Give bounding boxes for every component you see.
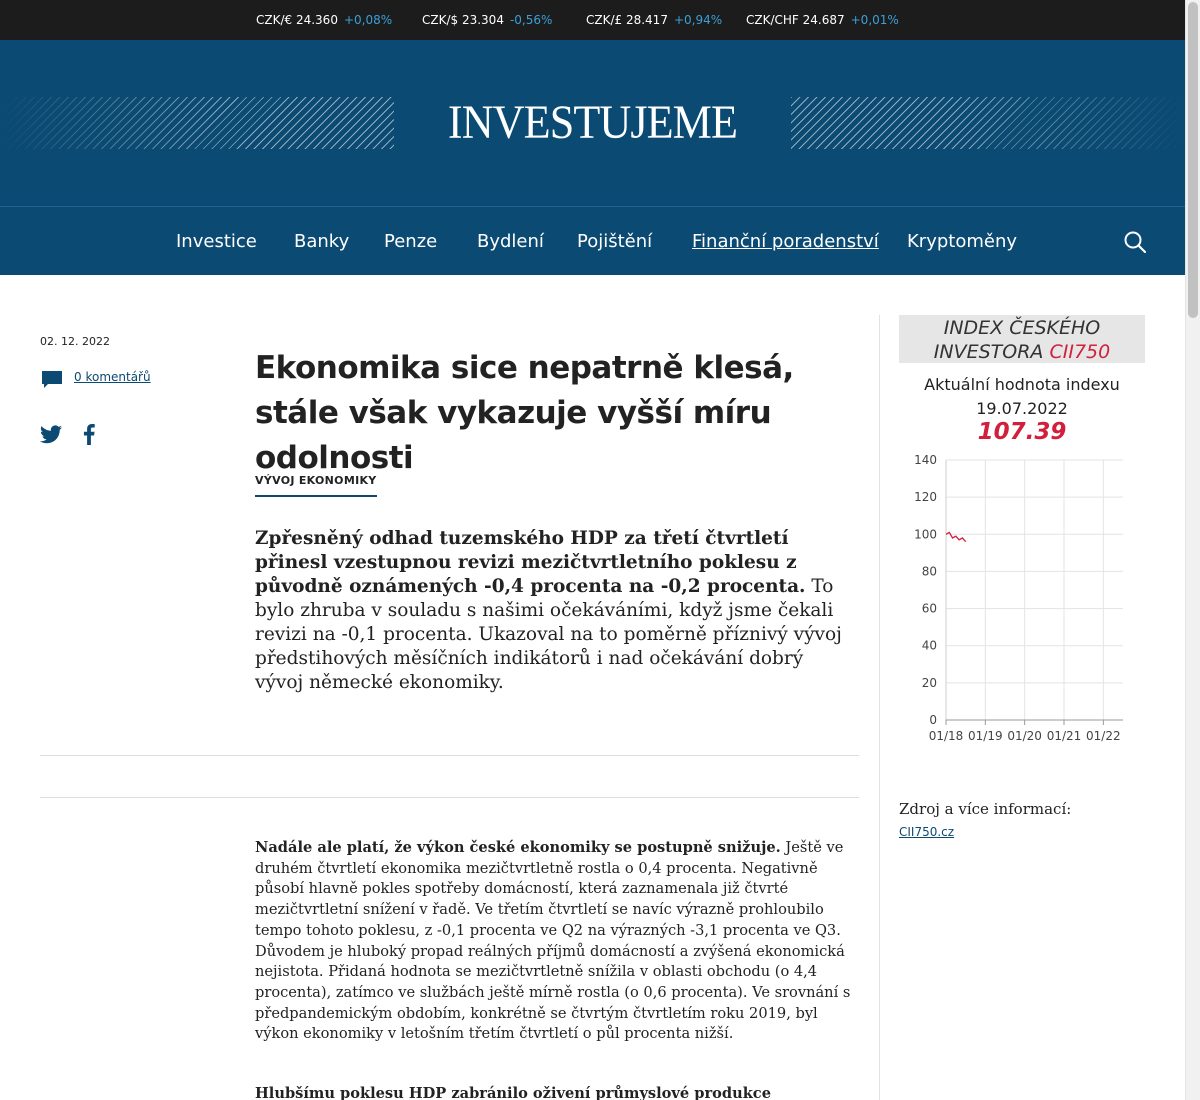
chart-y-tick-label: 40 [921,638,937,653]
article-category-tag[interactable]: VÝVOJ EKONOMIKY [255,474,377,497]
ticker-pair: CZK/$ 23.304 [422,13,504,27]
article-paragraph [255,838,857,1045]
index-title-line1: INDEX ČESKÉHO [943,317,1101,339]
paragraph-bold: Nadále ale platí, že výkon české ekonomiky se postupně snižuje. [255,839,781,856]
comments-link[interactable]: 0 komentářů [74,370,151,384]
chart-x-tick-label: 01/19 [968,729,1003,743]
chart-y-tick-label: 100 [914,527,937,542]
ticker-item-chf [746,13,899,27]
nav-item-investice[interactable]: Investice [176,231,257,252]
ticker-item-usd [422,13,552,27]
lead-text: To bylo zhruba v souladu s našimi očekáváními, když jsme čekali revizi na -0,1 procenta. Ukazoval na to poměrně příznivý vývoj předstihových měsíčních indikátorů i nad očekávání dobrý vývoj německé ekonomiky. [255,576,842,693]
nav-item-pojisteni[interactable]: Pojištění [577,231,653,252]
site-logo[interactable]: INVESTUJEME [447,96,738,149]
chart-y-tick-label: 140 [914,453,937,467]
decorative-hatch-right [791,97,1185,149]
search-icon[interactable] [1124,231,1146,253]
index-value: 107.39 [977,419,1067,445]
chart-x-tick-label: 01/18 [928,729,964,743]
ticker-change: +0,01% [850,13,899,27]
chart-y-tick-label: 120 [914,490,937,505]
index-value-caption [899,373,1145,421]
index-value-label: Aktuální hodnota indexu [924,375,1120,394]
index-code: CII750 [1049,341,1111,363]
divider [40,797,859,798]
ticker-change: +0,94% [673,13,723,27]
ticker-pair: CZK/£ 28.417 [586,13,668,27]
chart-x-tick-label: 01/20 [1007,729,1042,743]
index-title-box [899,315,1145,363]
article-lead [255,527,855,695]
masthead [0,40,1185,206]
facebook-icon[interactable] [82,424,96,445]
nav-item-bydleni[interactable]: Bydlení [477,231,544,252]
index-title-investor: INVESTORA [933,341,1044,363]
lead-bold: Zpřesněný odhad tuzemského HDP za třetí čtvrtletí přinesl vzestupnou revizi mezičtvrtletního poklesu z původně oznámených -0,4 procenta na -0,2 procenta. [255,528,806,597]
chart-y-tick-label: 20 [921,675,937,690]
ticker-pair: CZK/€ 24.360 [256,13,338,27]
scrollbar-thumb[interactable] [1188,2,1198,318]
nav-item-banky[interactable]: Banky [294,231,350,252]
twitter-icon[interactable] [40,425,62,444]
ticker-pair: CZK/CHF 24.687 [746,13,845,27]
article-paragraph-2: Hlubšímu poklesu HDP zabránilo oživení průmyslové produkce [255,1085,771,1100]
chart-y-tick-label: 0 [929,713,937,727]
decorative-hatch-left [0,97,394,149]
nav-item-financni-poradenstvi[interactable]: Finanční poradenství [692,231,879,252]
source-link[interactable]: CII750.cz [899,825,955,839]
chart-x-tick-label: 01/21 [1046,729,1082,743]
page-scrollbar[interactable] [1185,0,1200,1100]
source-label: Zdroj a více informací: [899,800,1072,818]
paragraph-text: Ještě ve druhém čtvrtletí ekonomika mezičtvrtletně rostla o 0,4 procenta. Negativně působí hlavně pokles spotřeby domácností, která zaznamenala již čtvrté mezičtvrtletní snížení v řadě. Ve třetím čtvrtletí se navíc výrazně prohloubilo tempo tohoto poklesu, z -0,1 procenta ve Q2 na výrazných -3,1 procenta ve Q3. Důvodem je hluboký propad reálných příjmů domácností a zvýšená ekonomická nejistota. Přidaná hodnota se mezičtvrtletně snížila v oblasti obchodu (o 4,4 procenta), zatímco ve službách ještě mírně rostla (o 0,6 procenta). Ve srovnání s předpandemickým obdobím, konkrétně se čtvrtým čtvrtletím roku 2019, byl výkon ekonomiky v letošním třetím čtvrtletí o půl procenta nižší. [255,839,851,1043]
article-date: 02. 12. 2022 [40,335,110,348]
ticker-item-eur [256,13,392,27]
chart-y-tick-label: 80 [921,564,937,579]
main-nav [0,206,1185,275]
currency-ticker [0,0,1185,40]
index-value-date: 19.07.2022 [976,399,1068,418]
nav-item-kryptomeny[interactable]: Kryptoměny [907,231,1018,252]
sidebar-divider [879,315,880,1100]
index-chart [899,448,1145,748]
ticker-item-gbp [586,13,722,27]
ticker-change: +0,08% [343,13,393,27]
comment-icon [41,370,63,390]
chart-y-tick-label: 60 [921,601,937,616]
article-title: Ekonomika sice nepatrně klesá, stále však vykazuje vyšší míru odolnosti [255,350,794,476]
index-title-line2 [899,340,1145,364]
nav-item-penze[interactable]: Penze [384,231,438,252]
ticker-change: -0,56% [509,13,553,27]
chart-x-tick-label: 01/22 [1086,729,1121,743]
divider [40,755,859,756]
